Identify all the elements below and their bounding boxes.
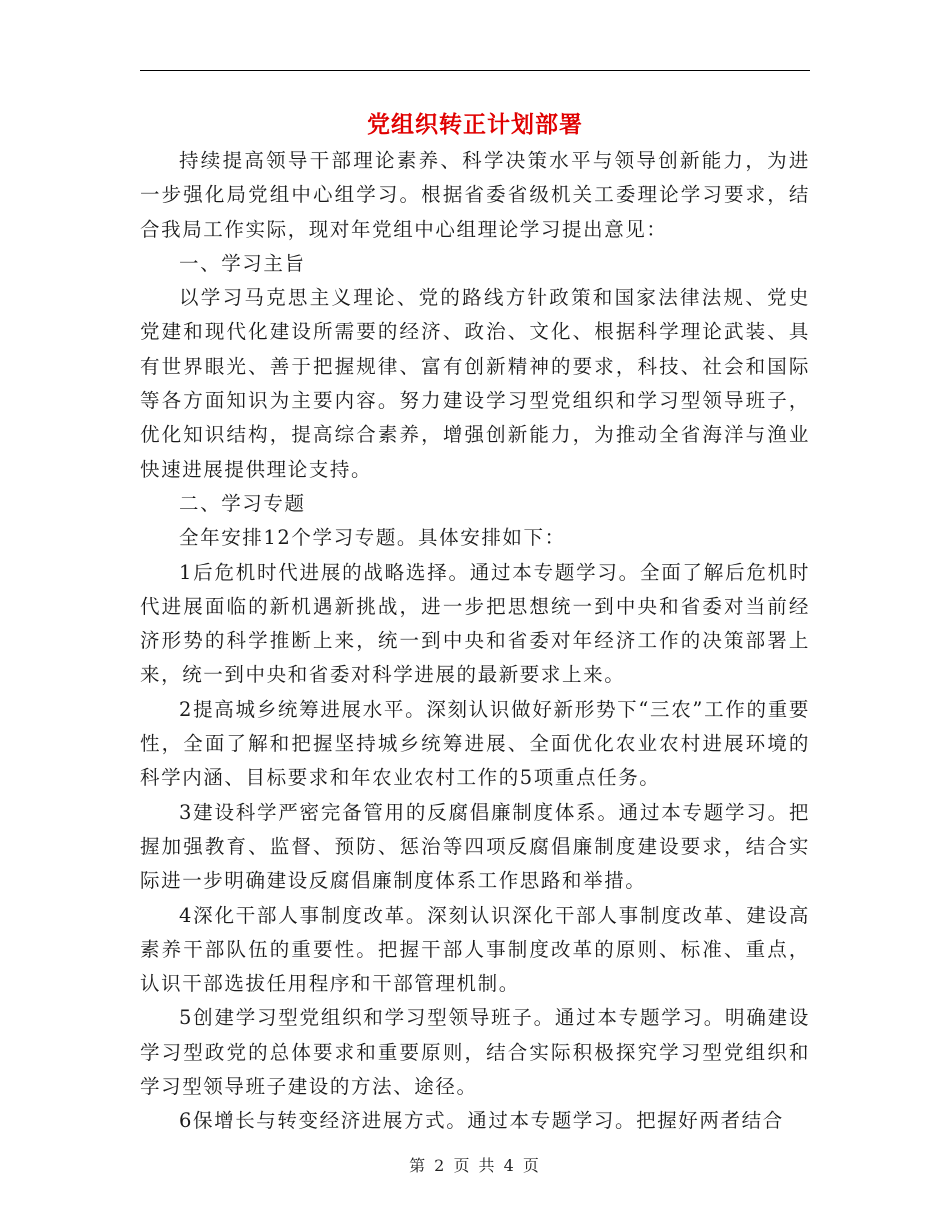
paragraph-topic-2: 2提高城乡统筹进展水平。深刻认识做好新形势下“三农”工作的重要性，全面了解和把握坚持城乡统筹进展、全面优化农业农村进展环境的科学内涵、目标要求和年农业农村工作的5项重点任务。 bbox=[140, 697, 810, 790]
paragraph-section-1: 以学习马克思主义理论、党的路线方针政策和国家法律法规、党史党建和现代化建设所需要的经济、政治、文化、根据科学理论武装、具有世界眼光、善于把握规律、富有创新精神的要求，科技、社会和国际等各方面知识为主要内容。努力建设学习型党组织和学习型领导班子，优化知识结构，提高综合素养，增强创新能力，为推动全省海洋与渔业快速进展提供理论支持。 bbox=[140, 286, 810, 481]
header-rule bbox=[140, 70, 810, 71]
section-heading-1: 一、学习主旨 bbox=[179, 251, 306, 275]
document-title: 党组织转正计划部署 bbox=[367, 111, 583, 138]
paragraph-topics-overview: 全年安排12个学习专题。具体安排如下： bbox=[179, 526, 566, 550]
page-number-footer: 第 2 页 共 4 页 bbox=[409, 1156, 541, 1175]
paragraph-topic-4: 4深化干部人事制度改革。深刻认识深化干部人事制度改革、建设高素养干部队伍的重要性。把握干部人事制度改革的原则、标准、重点，认识干部选拔任用程序和干部管理机制。 bbox=[140, 903, 810, 996]
paragraph-topic-1: 1后危机时代进展的战略选择。通过本专题学习。全面了解后危机时代进展面临的新机遇新挑战，进一步把思想统一到中央和省委对当前经济形势的科学推断上来，统一到中央和省委对年经济工作的决策部署上来，统一到中央和省委对科学进展的最新要求上来。 bbox=[140, 560, 810, 687]
paragraph-topic-6: 6保增长与转变经济进展方式。通过本专题学习。把握好两者结合 bbox=[179, 1109, 784, 1133]
paragraph-topic-3: 3建设科学严密完备管用的反腐倡廉制度体系。通过本专题学习。把握加强教育、监督、预防、惩治等四项反腐倡廉制度建设要求，结合实际进一步明确建设反腐倡廉制度体系工作思路和举措。 bbox=[140, 800, 810, 893]
paragraph-topic-5: 5创建学习型党组织和学习型领导班子。通过本专题学习。明确建设学习型政党的总体要求和重要原则，结合实际积极探究学习型党组织和学习型领导班子建设的方法、途径。 bbox=[140, 1006, 810, 1099]
paragraph-intro: 持续提高领导干部理论素养、科学决策水平与领导创新能力，为进一步强化局党组中心组学习。根据省委省级机关工委理论学习要求，结合我局工作实际，现对年党组中心组理论学习提出意见： bbox=[140, 149, 810, 241]
document-body bbox=[140, 144, 810, 1139]
section-heading-2: 二、学习专题 bbox=[179, 491, 306, 515]
